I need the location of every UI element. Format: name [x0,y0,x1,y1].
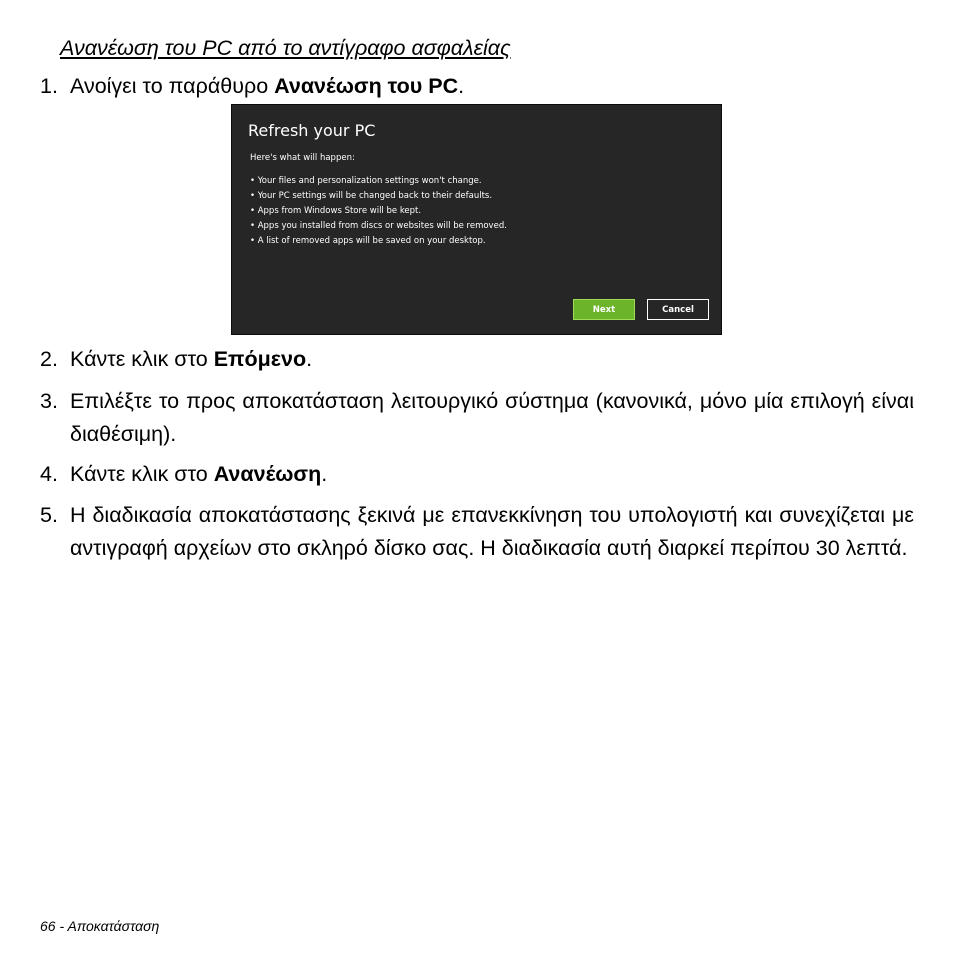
next-button[interactable]: Next [573,299,635,320]
step-number: 4. [40,462,58,486]
step-number: 2. [40,347,58,371]
step-1 [40,70,914,103]
step-4 [40,458,914,491]
page-footer: 66 - Αποκατάσταση [40,918,160,934]
step-number: 5. [40,503,58,527]
list-item: • A list of removed apps will be saved on your desktop. [250,234,507,249]
step-5 [40,499,914,565]
list-item: • Your files and personalization settings won't change. [250,174,507,189]
list-item: • Apps from Windows Store will be kept. [250,204,507,219]
step-text: Επιλέξτε το προς αποκατάσταση λειτουργικό σύστημα (κανονικά, μόνο μία επιλογή είναι διαθέσιμη). [70,389,914,446]
dialog-title: Refresh your PC [248,121,376,140]
step-number: 1. [40,74,58,98]
step-text: Η διαδικασία αποκατάστασης ξεκινά με επανεκκίνηση του υπολογιστή και συνεχίζεται με αντιγραφή αρχείων στο σκληρό δίσκο σας. Η διαδικασία αυτή διαρκεί περίπου 30 λεπτά. [70,503,914,560]
step-text: Κάντε κλικ στο Ανανέωση. [70,462,328,486]
step-2 [40,343,914,376]
dialog-intro: Here's what will happen: [250,153,355,163]
dialog-list [250,174,507,249]
refresh-pc-dialog-screenshot [231,104,722,335]
list-item: • Apps you installed from discs or websites will be removed. [250,219,507,234]
section-heading: Ανανέωση του PC από το αντίγραφο ασφαλείας [60,36,511,60]
step-text: Κάντε κλικ στο Επόμενο. [70,347,313,371]
step-3 [40,385,914,451]
list-item: • Your PC settings will be changed back to their defaults. [250,189,507,204]
cancel-button[interactable]: Cancel [647,299,709,320]
step-number: 3. [40,389,58,413]
step-text: Ανοίγει το παράθυρο Ανανέωση του PC. [70,74,465,98]
